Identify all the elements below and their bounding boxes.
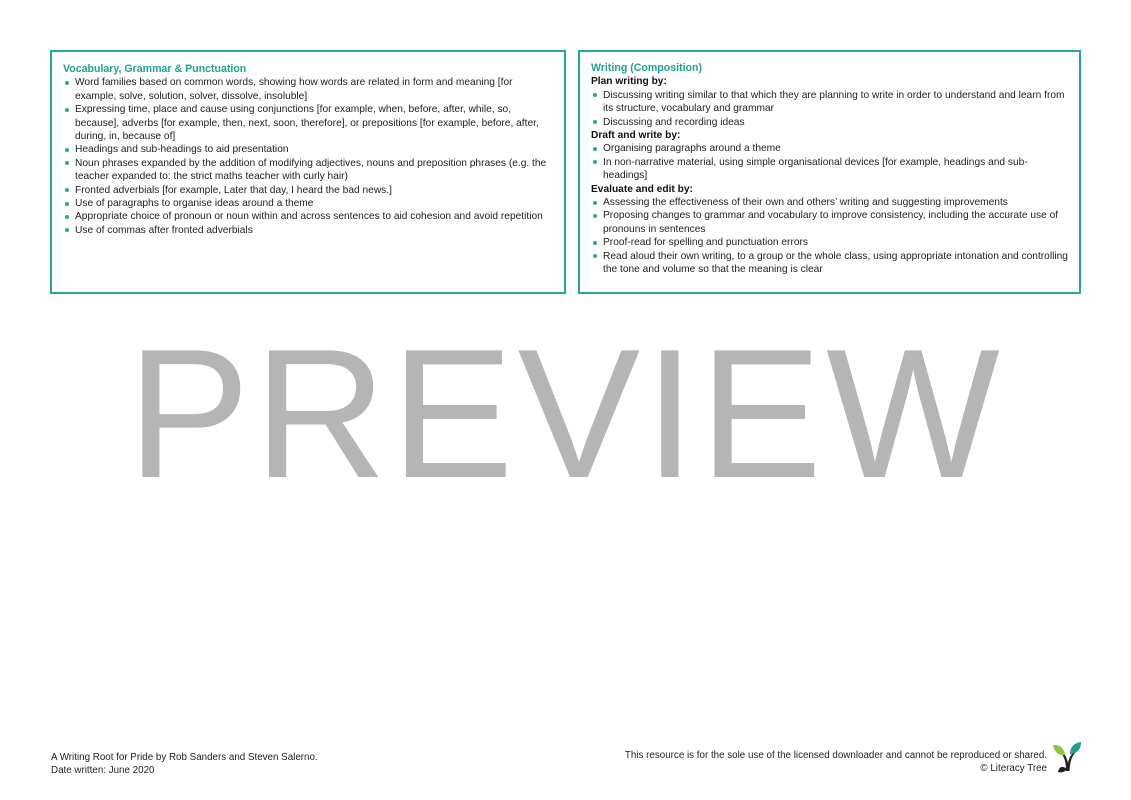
list-item: Noun phrases expanded by the addition of modifying adjectives, nouns and preposition phrases (e.g. the teacher expanded to: the strict maths teacher with curly hair) [63, 157, 554, 184]
list-item: Discussing and recording ideas [591, 116, 1069, 129]
evaluate-list [591, 196, 1069, 276]
writing-title: Writing (Composition) [591, 62, 703, 74]
vgp-box [50, 50, 566, 294]
preview-watermark: PREVIEW [127, 310, 1004, 516]
writing-composition-box [578, 50, 1081, 294]
footer-book-credit: A Writing Root for Pride by Rob Sanders and Steven Salerno. [51, 752, 318, 763]
list-item: Use of commas after fronted adverbials [63, 224, 554, 237]
draft-heading: Draft and write by: [591, 130, 681, 142]
list-item: Read aloud their own writing, to a group or the whole class, using appropriate intonation and controlling the tone and volume so that the meaning is clear [591, 250, 1069, 277]
list-item: Headings and sub-headings to aid presentation [63, 143, 554, 156]
list-item: Use of paragraphs to organise ideas around a theme [63, 197, 554, 210]
vgp-list [63, 76, 554, 237]
footer-date-written: Date written: June 2020 [51, 764, 155, 776]
evaluate-heading: Evaluate and edit by: [591, 183, 693, 195]
plan-list [591, 89, 1069, 129]
list-item: Expressing time, place and cause using conjunctions [for example, when, before, after, while, so, because], adverbs [for example, then, next, soon, therefore], or prepositions [for example, before, after, during, in, because of] [63, 103, 554, 143]
vgp-title: Vocabulary, Grammar & Punctuation [63, 63, 247, 75]
list-item: Discussing writing similar to that which they are planning to write in order to understand and learn from its structure, vocabulary and grammar [591, 89, 1069, 116]
footer-credits [51, 752, 318, 777]
list-item: Organising paragraphs around a theme [591, 142, 1069, 155]
draft-list [591, 142, 1069, 182]
list-item: Appropriate choice of pronoun or noun within and across sentences to aid cohesion and avoid repetition [63, 210, 554, 223]
list-item: In non-narrative material, using simple organisational devices [for example, headings and sub-headings] [591, 156, 1069, 183]
literacy-tree-logo-icon [1052, 741, 1082, 774]
list-item: Proposing changes to grammar and vocabulary to improve consistency, including the accurate use of pronouns in sentences [591, 209, 1069, 236]
footer-license [625, 750, 1047, 775]
plan-heading: Plan writing by: [591, 76, 667, 88]
list-item: Proof-read for spelling and punctuation errors [591, 236, 1069, 249]
list-item: Fronted adverbials [for example, Later that day, I heard the bad news.] [63, 184, 554, 197]
footer-license-notice: This resource is for the sole use of the licensed downloader and cannot be reproduced or shared. [624, 750, 1047, 761]
list-item: Word families based on common words, showing how words are related in form and meaning [for example, solve, solution, solver, dissolve, insoluble] [63, 76, 554, 103]
list-item: Assessing the effectiveness of their own and others’ writing and suggesting improvements [591, 196, 1069, 209]
footer-copyright: © Literacy Tree [980, 762, 1047, 774]
